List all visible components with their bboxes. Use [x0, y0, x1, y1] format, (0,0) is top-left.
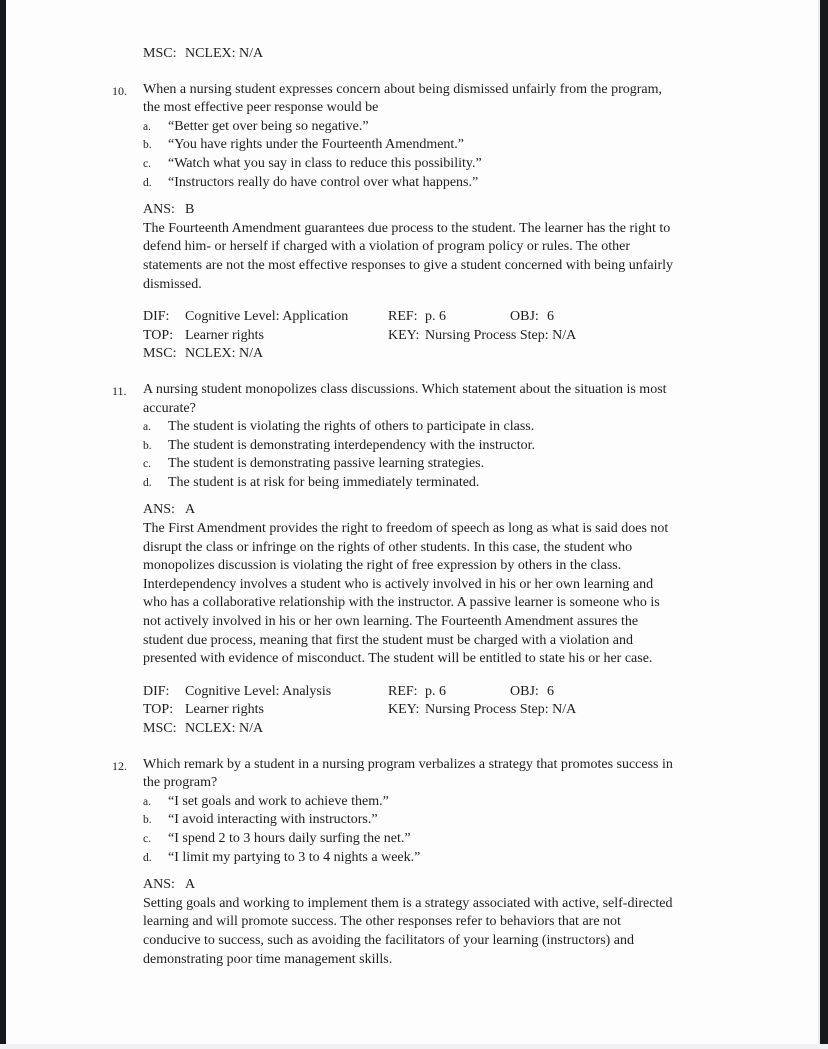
answer-line [143, 501, 765, 520]
meta-key-label: KEY: [388, 327, 420, 343]
options-list [143, 793, 765, 867]
option-letter: d. [143, 476, 152, 489]
option-text: The student is demonstrating interdependency with the instructor. [168, 437, 536, 453]
answer-label: ANS: [143, 877, 175, 893]
stem-line: Which remark by a student in a nursing program verbalizes a strategy that promotes success in [143, 756, 673, 772]
option-a [143, 793, 765, 812]
question-number: 10. [112, 83, 127, 98]
stem-line: the most effective peer response would be [143, 100, 379, 116]
meta-key-value: Nursing Process Step: N/A [425, 702, 577, 718]
option-text: “I spend 2 to 3 hours daily surfing the net.” [168, 830, 411, 846]
rationale-line: Interdependency involves a student who is actively involved in his or her own learning and [143, 576, 654, 592]
question-stem [143, 381, 765, 418]
rationale [143, 220, 765, 294]
option-text: “I avoid interacting with instructors.” [168, 812, 378, 828]
stem-line: accurate? [143, 400, 196, 416]
rationale-line: monopolizes discussion is violating the right of free expression by others in the class. [143, 558, 622, 574]
rationale-line: learning and will promote success. The other responses refer to behaviors that are not [143, 914, 621, 930]
question-10 [112, 81, 765, 364]
meta-block [143, 308, 765, 364]
rationale-line: demonstrating poor time management skills. [143, 951, 393, 967]
option-letter: c. [143, 157, 151, 170]
rationale-line: presented with evidence of misconduct. The student will be entitled to state his or her case. [143, 651, 653, 667]
right-edge-strip [818, 0, 828, 1044]
option-letter: b. [143, 439, 152, 452]
meta-dif-label: DIF: [143, 309, 170, 325]
option-letter: d. [143, 176, 152, 189]
option-c [143, 830, 765, 849]
option-c [143, 455, 765, 474]
option-letter: a. [143, 120, 151, 133]
meta-ref-label: REF: [388, 683, 418, 699]
option-text: “I limit my partying to 3 to 4 nights a week.” [168, 849, 421, 865]
option-letter: b. [143, 139, 152, 152]
rationale-line: disrupt the class or infringe on the rights of other students. In this case, the student who [143, 539, 633, 555]
option-text: The student is demonstrating passive learning strategies. [168, 456, 485, 472]
meta-key-label: KEY: [388, 702, 420, 718]
option-a [143, 418, 765, 437]
option-text: “Better get over being so negative.” [168, 118, 369, 134]
meta-msc-label: MSC: [143, 346, 177, 362]
option-letter: c. [143, 832, 151, 845]
rationale-line: defend him- or herself if charged with a violation of program policy or rules. The other [143, 239, 630, 255]
option-letter: b. [143, 814, 152, 827]
stem-line: A nursing student monopolizes class discussions. Which statement about the situation is most [143, 381, 667, 397]
question-12 [112, 756, 765, 970]
meta-obj-value: 6 [547, 309, 554, 325]
meta-msc-label: MSC: [143, 721, 177, 736]
answer-label: ANS: [143, 202, 175, 218]
meta-key-value: Nursing Process Step: N/A [425, 327, 577, 343]
question-stem [143, 81, 765, 118]
rationale-line: The Fourteenth Amendment guarantees due process to the student. The learner has the right to [143, 220, 671, 236]
option-d [143, 474, 765, 493]
rationale-line: who has a collaborative relationship with the instructor. A passive learner is someone who is [143, 595, 660, 611]
meta-top-label: TOP: [143, 327, 174, 343]
options-list [143, 118, 765, 192]
option-text: “Watch what you say in class to reduce this possibility.” [168, 155, 482, 171]
rationale [143, 520, 765, 669]
question-11 [112, 381, 765, 739]
meta-dif-value: Cognitive Level: Application [185, 309, 349, 325]
option-d [143, 174, 765, 193]
option-c [143, 155, 765, 174]
option-b [143, 811, 765, 830]
option-letter: c. [143, 458, 151, 471]
answer-value: A [185, 877, 196, 893]
meta-top-label: TOP: [143, 702, 174, 718]
option-letter: a. [143, 421, 151, 434]
bottom-edge-strip [0, 1044, 828, 1049]
option-text: “You have rights under the Fourteenth Amendment.” [168, 137, 465, 153]
meta-obj-label: OBJ: [510, 683, 539, 699]
document-content [112, 45, 765, 969]
answer-label: ANS: [143, 502, 175, 518]
answer-value: B [185, 202, 195, 218]
rationale [143, 895, 765, 969]
rationale-line: conducive to success, such as avoiding the facilitators of your learning (instructors) and [143, 932, 635, 948]
rationale-line: The First Amendment provides the right to freedom of speech as long as what is said does not [143, 521, 669, 537]
meta-top-value: Learner rights [185, 702, 264, 718]
meta-ref-label: REF: [388, 309, 418, 325]
question-number: 12. [112, 758, 127, 773]
rationale-line: dismissed. [143, 276, 202, 292]
option-letter: a. [143, 795, 151, 808]
option-d [143, 849, 765, 868]
meta-msc-value: NCLEX: N/A [185, 346, 264, 362]
rationale-line: student due process, meaning that first the student must be charged with a violation and [143, 632, 634, 648]
question-stem [143, 756, 765, 793]
option-text: “I set goals and work to achieve them.” [168, 793, 389, 809]
option-text: The student is violating the rights of others to participate in class. [168, 419, 535, 435]
meta-block [143, 683, 765, 739]
answer-line [143, 201, 765, 220]
meta-top-value: Learner rights [185, 327, 264, 343]
option-letter: d. [143, 851, 152, 864]
options-list [143, 418, 765, 492]
option-text: “Instructors really do have control over what happens.” [168, 174, 479, 190]
meta-msc-value: NCLEX: N/A [185, 46, 264, 61]
meta-msc-value: NCLEX: N/A [185, 721, 264, 736]
left-edge-strip [0, 0, 6, 1044]
stem-line: When a nursing student expresses concern about being dismissed unfairly from the program, [143, 81, 663, 97]
option-b [143, 437, 765, 456]
meta-obj-value: 6 [547, 683, 554, 699]
carryover-meta-block [143, 45, 765, 64]
meta-msc-label: MSC: [143, 46, 177, 61]
rationale-line: statements are not the most effective responses to give a student concerned with being unfairly [143, 257, 674, 273]
question-number: 11. [112, 383, 127, 398]
meta-obj-label: OBJ: [510, 309, 539, 325]
rationale-line: not actively involved in his or her own learning. The Fourteenth Amendment assures the [143, 614, 639, 630]
meta-dif-value: Cognitive Level: Analysis [185, 683, 332, 699]
answer-value: A [185, 502, 196, 518]
stem-line: the program? [143, 775, 218, 791]
answer-line [143, 876, 765, 895]
meta-ref-value: p. 6 [425, 683, 446, 699]
rationale-line: Setting goals and working to implement them is a strategy associated with active, self-directed [143, 895, 673, 911]
option-a [143, 118, 765, 137]
meta-dif-label: DIF: [143, 683, 170, 699]
option-text: The student is at risk for being immediately terminated. [168, 474, 480, 490]
meta-ref-value: p. 6 [425, 309, 446, 325]
option-b [143, 136, 765, 155]
